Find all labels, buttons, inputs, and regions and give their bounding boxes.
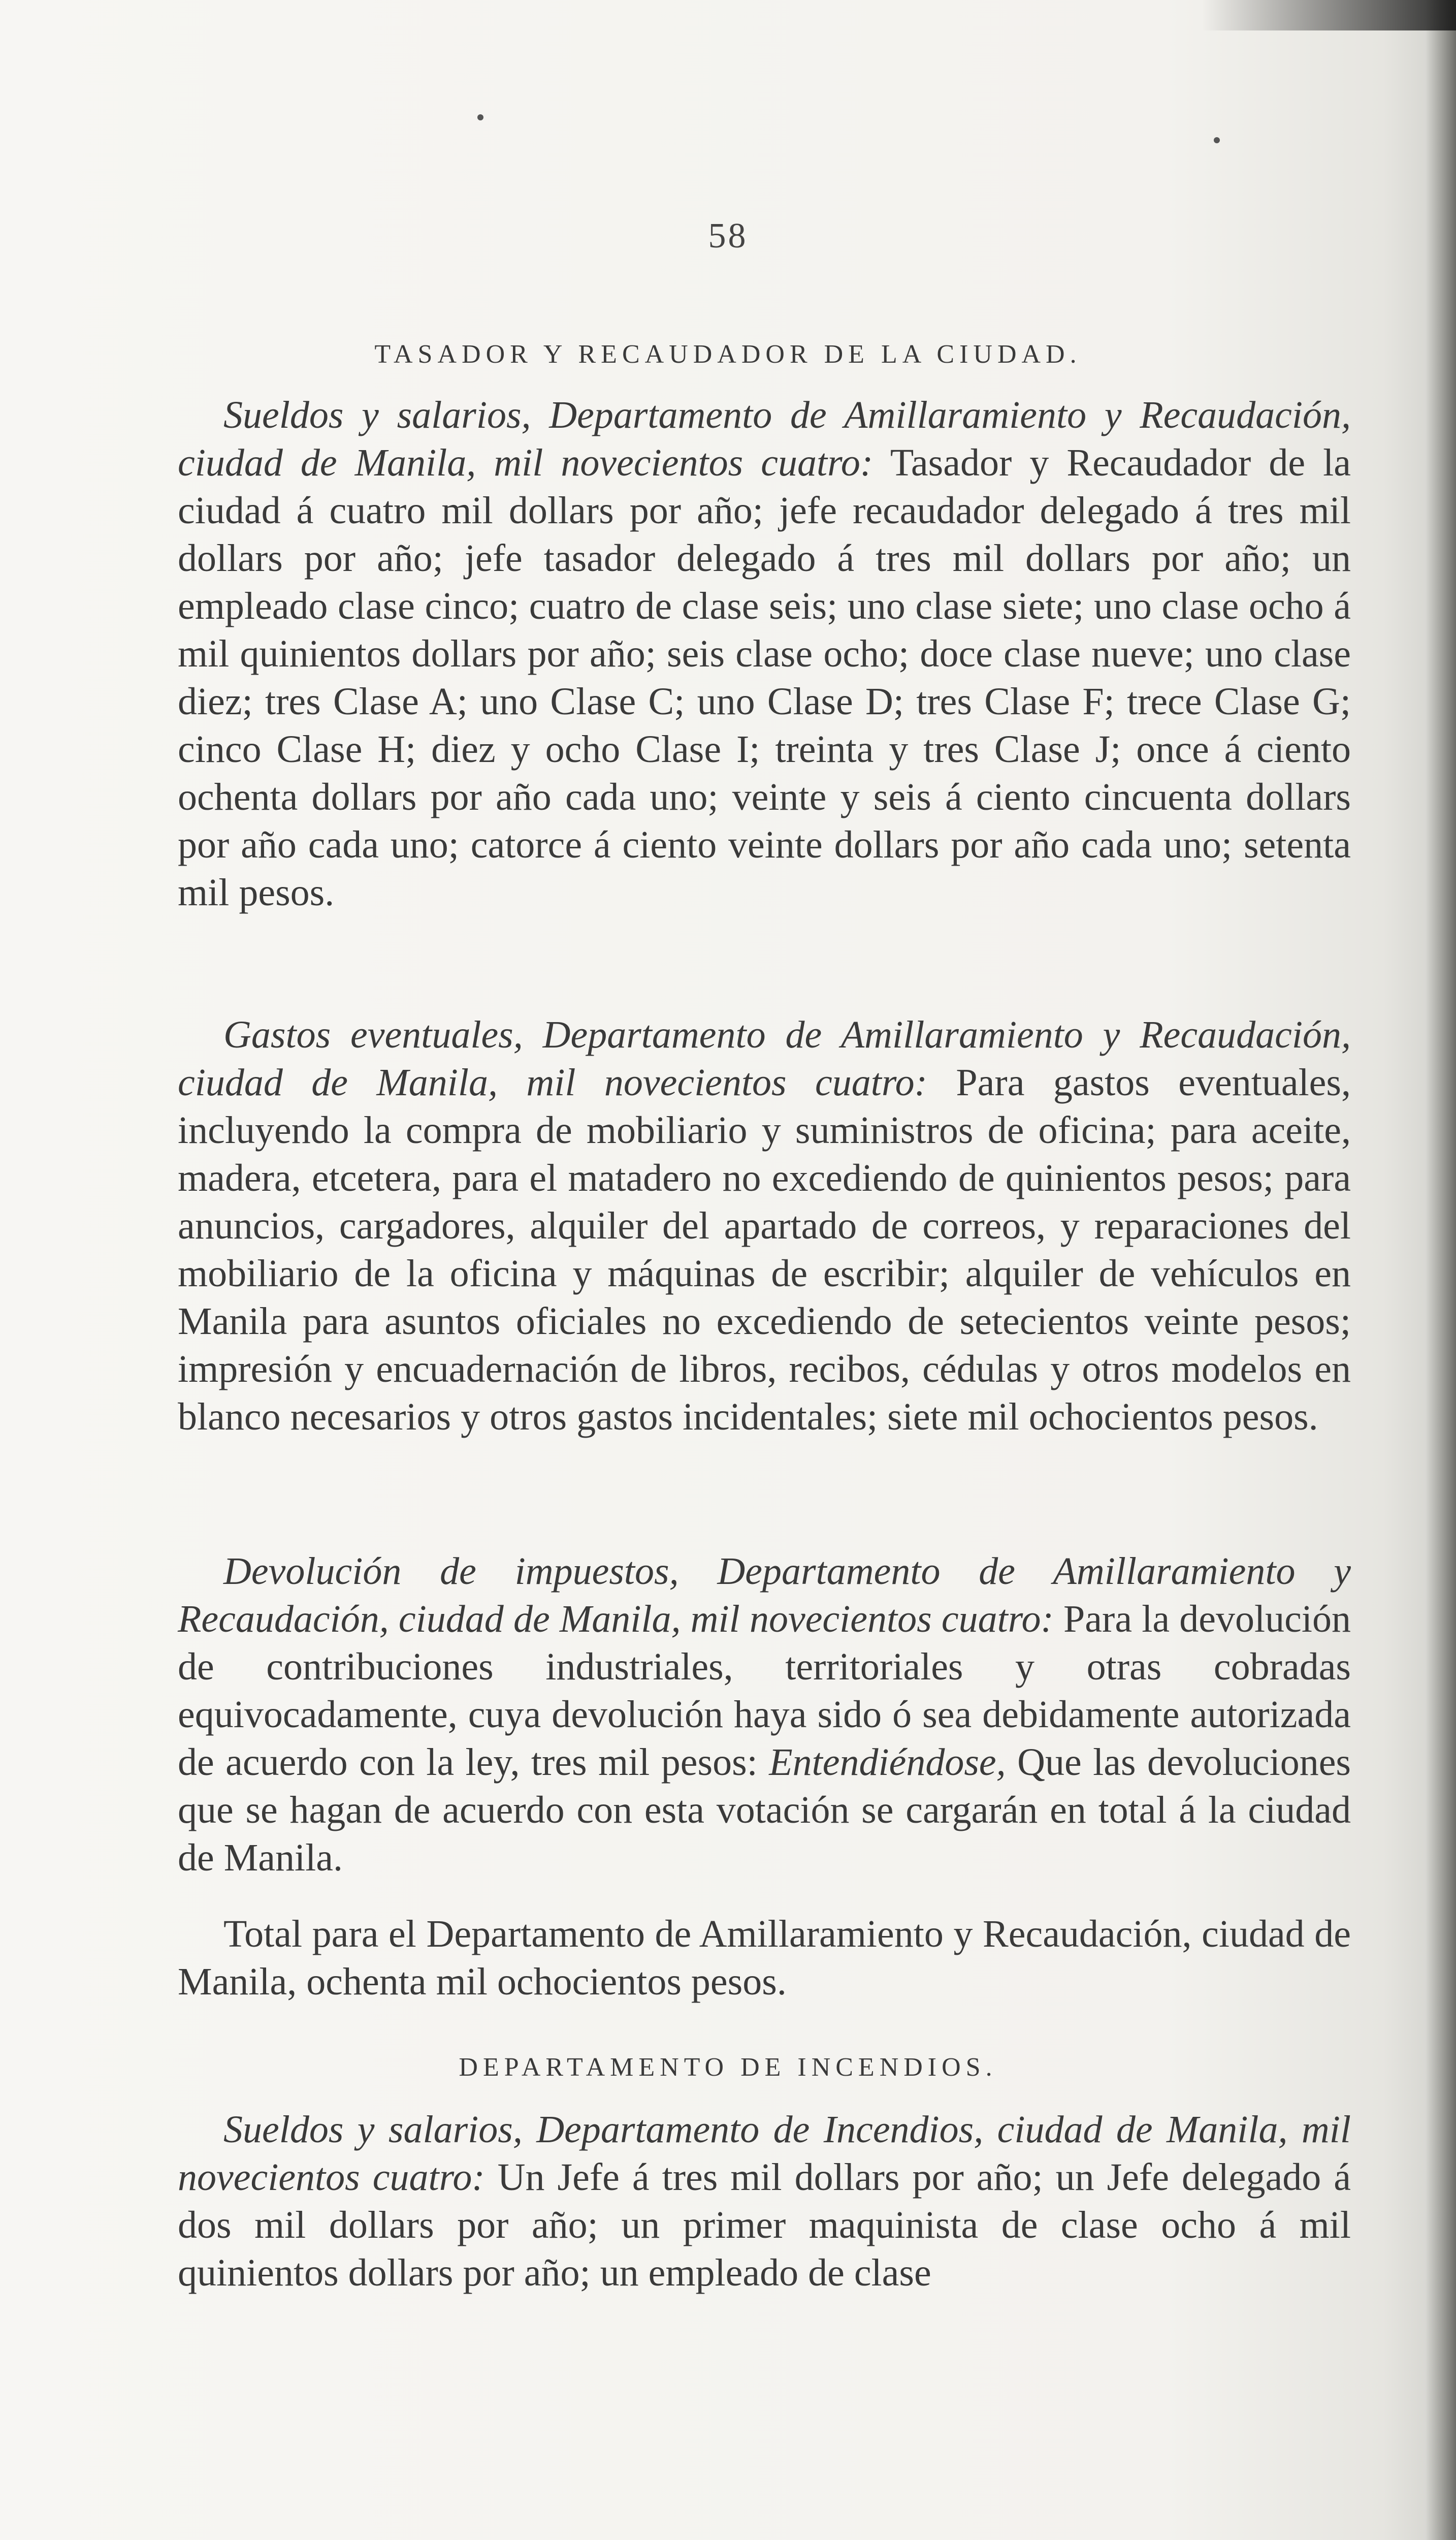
paragraph-italic-proviso: Entendiéndose, bbox=[769, 1741, 1006, 1784]
paragraph-italic-lead: Devolución de impuestos, Departamento de Amillaramiento y Recaudación, ciudad de Manila, mil novecientos cuatro: bbox=[178, 1550, 1351, 1640]
paragraph-italic-lead: Sueldos y salarios, Departamento de Incendios, ciudad de Manila, mil novecientos cuatro: bbox=[178, 2108, 1351, 2199]
paragraph-devolucion-impuestos bbox=[178, 1547, 1351, 1882]
paragraph-italic-lead: Gastos eventuales, Departamento de Amillaramiento y Recaudación, ciudad de Manila, mil novecientos cuatro: bbox=[178, 1013, 1351, 1104]
page-number: 58 bbox=[708, 216, 748, 256]
section-heading-tasador: TASADOR Y RECAUDADOR DE LA CIUDAD. bbox=[374, 340, 1082, 369]
paragraph-body: Un Jefe á tres mil dollars por año; un Jefe delegado á dos mil dollars por año; un primer maquinista de clase ocho á mil quinientos dollars por año; un empleado de clase bbox=[178, 2156, 1351, 2294]
paragraph-body: Tasador y Recaudador de la ciudad á cuatro mil dollars por año; jefe recaudador delegado á tres mil dollars por año; jefe tasador delegado á tres mil dollars por año; un empleado clase cinco; cuatro de clase seis; uno clase siete; uno clase ocho á mil quinientos dollars por año; seis clase ocho; doce clase nueve; uno clase diez; tres Clase A; uno Clase C; uno Clase D; tres Clase F; trece Clase G; cinco Clase H; diez y ocho Clase I; treinta y tres Clase J; once á ciento ochenta dollars por año cada uno; veinte y seis á ciento cincuenta dollars por año cada uno; catorce á ciento veinte dollars por año cada uno; setenta mil pesos. bbox=[178, 441, 1351, 914]
speck bbox=[1214, 137, 1220, 143]
paragraph-body: Para gastos eventuales, incluyendo la compra de mobiliario y suministros de oficina; para aceite, madera, etcetera, para el matadero no excediendo de quinientos pesos; para anuncios, cargadores, alquiler del apartado de correos, y reparaciones del mobiliario de la oficina y máquinas de escribir; alquiler de vehículos en Manila para asuntos oficiales no excediendo de setecientos veinte pesos; impresión y encuadernación de libros, recibos, cédulas y otros modelos en blanco necesarios y otros gastos incidentales; siete mil ochocientos pesos. bbox=[178, 1061, 1351, 1438]
section-heading-incendios: DEPARTAMENTO DE INCENDIOS. bbox=[459, 2053, 997, 2082]
page-edge-shadow bbox=[1426, 0, 1456, 2540]
paragraph-body-continued: Que las devoluciones que se hagan de acuerdo con esta votación se cargarán en total á la ciudad de Manila. bbox=[178, 1741, 1351, 1879]
paragraph-italic-lead: Sueldos y salarios, Departamento de Amillaramiento y Recaudación, ciudad de Manila, mil novecientos cuatro: bbox=[178, 394, 1351, 484]
paragraph-sueldos-tasador bbox=[178, 391, 1351, 916]
page-corner-shadow bbox=[1202, 0, 1456, 30]
paragraph-body: Para la devolución de contribuciones industriales, territoriales y otras cobradas equivocadamente, cuya devolución haya sido ó sea debidamente autorizada de acuerdo con la ley, tres mil pesos: bbox=[178, 1598, 1351, 1784]
paragraph-sueldos-incendios bbox=[178, 2106, 1351, 2297]
paragraph-total bbox=[178, 1910, 1351, 2006]
paragraph-gastos-eventuales bbox=[178, 1011, 1351, 1441]
paragraph-body: Total para el Departamento de Amillaramiento y Recaudación, ciudad de Manila, ochenta mil ochocientos pesos. bbox=[178, 1913, 1351, 2003]
speck bbox=[477, 114, 483, 120]
